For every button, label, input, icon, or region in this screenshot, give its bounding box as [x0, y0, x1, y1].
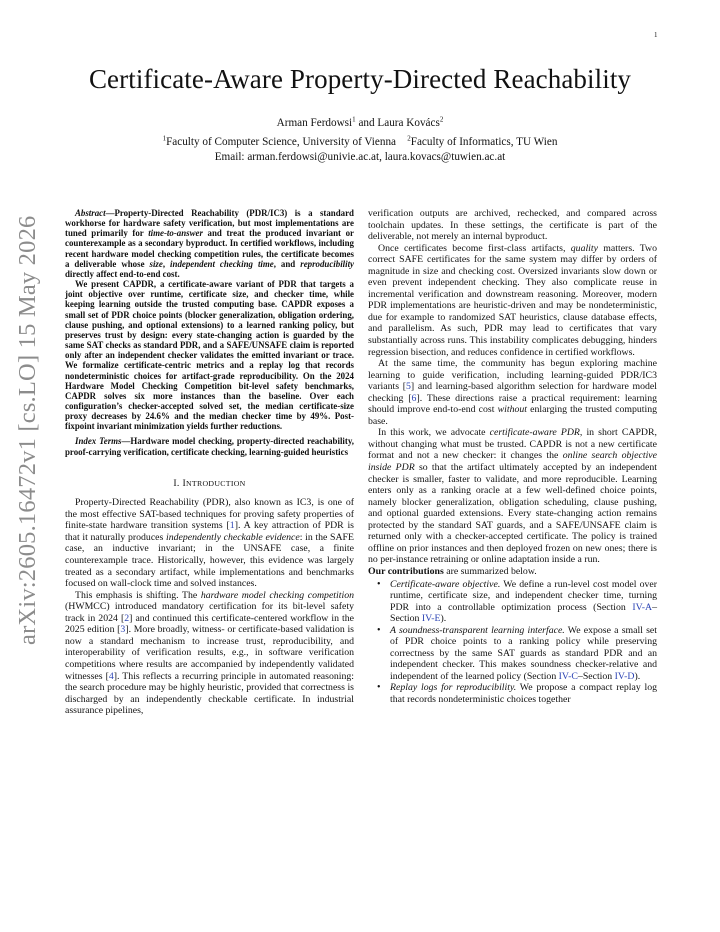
body-text: ). — [440, 613, 447, 625]
contribution-item — [368, 682, 657, 705]
author-2: Laura Kovács — [377, 117, 440, 129]
intro-paragraph-2 — [65, 590, 354, 717]
body-text: ]. This reflects a recurring principle in automated reasoning: the search procedure may be highly heuristic, provided that correctness is discharged by an independently checkable certificate. In industrial assurance pipelines, — [65, 670, 354, 717]
body-text: ). — [634, 670, 641, 682]
affiliation-line — [60, 135, 660, 149]
abstract-text: directly affect end-to-end cost. — [65, 268, 180, 279]
author-1: Arman Ferdowsi — [276, 117, 353, 129]
body-emph: certificate-aware PDR — [489, 427, 580, 439]
body-text: , in short CAPDR, without changing what must be trusted. CAPDR is not a new certificate format and not a new checker: it changes the — [368, 427, 657, 462]
contribution-item — [368, 579, 657, 625]
section-heading-rest: NTRODUCTION — [186, 478, 246, 488]
index-terms-text: —Hardware model checking, property-directed reachability, proof-carrying verification, certificate checking, learning-guided heuristics — [65, 436, 355, 457]
abstract-emph: reproducibility — [300, 258, 354, 269]
body-emph: independently checkable evidence — [166, 531, 300, 543]
body-text: ] and learning-based algorithm selection for hardware model checking [ — [368, 381, 657, 404]
abstract-lead: Abstract — [75, 208, 106, 218]
body-text: –Section — [390, 601, 657, 625]
abstract-emph: independent checking time — [170, 258, 274, 269]
affil-1-mark: 1 — [162, 134, 167, 143]
section-heading-initial: I — [182, 477, 186, 489]
body-emph: online search objective inside PDR — [368, 450, 657, 474]
author-line — [60, 116, 660, 130]
body-text: ]. These directions raise a practical requirement: learning should improve end-to-end cost — [368, 392, 657, 416]
body-emph: hardware model checking competition — [200, 589, 354, 601]
body-text: This emphasis is shifting. The — [75, 589, 201, 601]
contribution-title: Certificate-aware objective. — [390, 578, 501, 590]
body-text: enlarging the trusted computing base. — [368, 404, 658, 427]
email-line: Email: arman.ferdowsi@univie.ac.at, laura.kovacs@tuwien.ac.at — [214, 151, 506, 163]
body-text: –Section — [577, 670, 615, 682]
affil-2: Faculty of Informatics, TU Wien — [410, 136, 558, 148]
left-column — [65, 208, 354, 717]
arxiv-stamp: arXiv:2605.16472v1 [cs.LO] 15 May 2026 — [14, 215, 41, 645]
body-text: In this work, we advocate — [378, 427, 490, 439]
index-terms — [65, 436, 354, 456]
contributions-list — [368, 579, 657, 706]
abstract-emph: size — [149, 258, 163, 269]
body-text: ] and continued this certificate-centered workflow in the 2025 edition [ — [65, 612, 354, 636]
affil-2-mark: 2 — [407, 134, 411, 143]
citation-link[interactable]: 1 — [229, 520, 235, 532]
body-text: We expose a small set of PDR choice points to a ranking policy while preserving correctness by the same SAT guards as standard PDR and an independent checker. This makes soundness checker-relative and independent of the learned policy (Section — [390, 624, 657, 682]
section-numeral: I. — [173, 477, 183, 489]
section-ref-link[interactable]: IV-A — [632, 601, 653, 613]
contributions-heading — [368, 566, 657, 578]
citation-link[interactable]: 3 — [120, 624, 126, 636]
body-text: Property-Directed Reachability (PDR), also known as IC3, is one of the most effective SAT-based techniques for proving safety properties of finite-state hardware transition systems [ — [65, 497, 354, 532]
abstract-text: and treat the produced invariant or counterexample as a secondary byproduct. In certified workflows, including recent hardware model checking competition rules, the certificate becomes a deliverable whose — [65, 228, 354, 269]
intro-paragraph-4 — [368, 358, 657, 427]
body-emph: without — [497, 404, 528, 416]
abstract-text: , and — [273, 258, 301, 269]
intro-paragraph-3 — [368, 243, 657, 358]
body-text: are summarized below. — [443, 565, 537, 577]
intro-paragraph-2-continued: verification outputs are archived, rechecked, and compared across toolchain updates. In these settings, the certificate is part of the deliverable, not merely an internal byproduct. — [368, 208, 657, 243]
body-text: At the same time, the community has begun exploring machine learning to guide verification, including learning-guided PDR/IC3 variants [ — [368, 358, 657, 393]
index-terms-lead: Index Terms — [75, 436, 122, 447]
contribution-title: A soundness-transparent learning interface. — [390, 624, 565, 636]
body-text: Once certificates become first-class artifacts, — [378, 242, 571, 254]
body-text: (HWMCC) introduced mandatory certification for its bit-level safety track in 2024 [ — [65, 601, 354, 624]
page-number: 1 — [654, 31, 658, 39]
abstract-paragraph-2: We present CAPDR, a certificate-aware variant of PDR that targets a joint objective over runtime, certificate size, and checker time, while keeping learning outside the trusted computing base. CAPDR exposes a small set of PDR choice points (blocker generalization, obligation ordering, clause pushing, and optional extensions) to a learned ranking policy, but preserves trust by design: every state-changing action is guarded by the same SAT checks as standard PDR, and a SAFE/UNSAFE claim is reported only after an independent checker validates the emitted invariant or trace. We formalize certificate-centric metrics and a replay log that records nondeterministic choices for artifact-grade reproducibility. On the 2024 Hardware Model Checking Competition bit-level safety benchmarks, CAPDR solves six more instances than the baseline. Over each configuration’s checker-accepted solved set, the median certificate-size proxy decreases by 24.6% and the median checker time by 49%. Post-fixpoint invariant minimization yields further reductions. — [65, 279, 354, 432]
body-text: : in the SAFE case, an inductive invariant; in the UNSAFE case, a finite counterexample trace. Historically, however, this evidence was largely treated as a secondary artifact, while implementations and benchmarks focused on wall-clock time and solved instances. — [65, 531, 354, 590]
body-emph: quality — [570, 242, 598, 254]
affil-1: Faculty of Computer Science, University of Vienna — [166, 136, 397, 148]
abstract-text: , — [162, 258, 171, 269]
right-column — [368, 208, 657, 706]
section-ref-link[interactable]: IV-D — [614, 670, 635, 682]
section-heading-introduction — [65, 478, 354, 490]
citation-link[interactable]: 5 — [405, 381, 411, 393]
section-ref-link[interactable]: IV-C — [558, 670, 578, 682]
body-text: so that the artifact ultimately accepted by an independent checker is smaller, faster to validate, and more reproducible. Learning enters only as a ranking oracle at a few well-defined choice points, namely blocker generalization, obligation scheduling, clause pushing, and optional guarded extensions. Every state-changing action remains protected by the standard SAT guards, and a SAFE/UNSAFE claim is returned only with a checker-accepted certificate. The policy is trained offline on prior instances and then deployed frozen on new ones; there is no per-instance retraining or online adaptation inside a run. — [368, 462, 657, 566]
section-ref-link[interactable]: IV-E — [421, 613, 441, 625]
body-text: ]. More broadly, witness- or certificate-based validation is now a standard mechanism to increase trust, reproducibility, and interoperability of verification results, e.g., in software verification competitions where results are accompanied by independently validated witnesses [ — [65, 624, 354, 682]
body-text: matters. Two correct SAFE certificates for the same system may differ by orders of magnitude in size and checking cost. Oversized invariants slow down or even prevent independent checking. They also complicate reuse in incremental verification and downstream reasoning. Moreover, modern PDR implementations are heuristic-driven and may be nondeterministic, due for example to randomized SAT heuristics, clause database effects, and parallelism. As such, PDR may lead to certificates that vary substantially across runs. This instability complicates debugging, hinders regression bisection, and reduces confidence in certified workflows. — [368, 242, 657, 358]
contribution-title: Replay logs for reproducibility. — [390, 682, 517, 694]
abstract-text: —Property-Directed Reachability (PDR/IC3) is a standard workhorse for hardware safety verification, but most implementations are tuned primarily for — [65, 208, 354, 239]
contributions-bold: Our contributions — [368, 565, 444, 577]
body-text: ]. A key attraction of PDR is that it naturally produces — [65, 520, 354, 543]
abstract-emph: time-to-answer — [148, 228, 203, 239]
author-conjunction: and — [355, 117, 378, 129]
abstract — [65, 208, 354, 431]
body-text: We define a run-level cost model over runtime, certificate size, and independent checker time, turning PDR into a controllable optimization process (Section — [390, 578, 657, 613]
citation-link[interactable]: 2 — [124, 612, 130, 624]
author-2-affil-mark: 2 — [439, 115, 444, 124]
author-1-affil-mark: 1 — [352, 115, 356, 124]
contribution-item — [368, 625, 657, 683]
paper-title: Certificate-Aware Property-Directed Reachability — [88, 64, 632, 94]
intro-paragraph-1 — [65, 497, 354, 589]
body-text: We propose a compact replay log that records nondeterministic choices together — [390, 682, 657, 705]
citation-link[interactable]: 6 — [411, 392, 417, 404]
intro-paragraph-5 — [368, 427, 657, 566]
abstract-paragraph-1 — [65, 208, 354, 279]
citation-link[interactable]: 4 — [108, 670, 114, 682]
